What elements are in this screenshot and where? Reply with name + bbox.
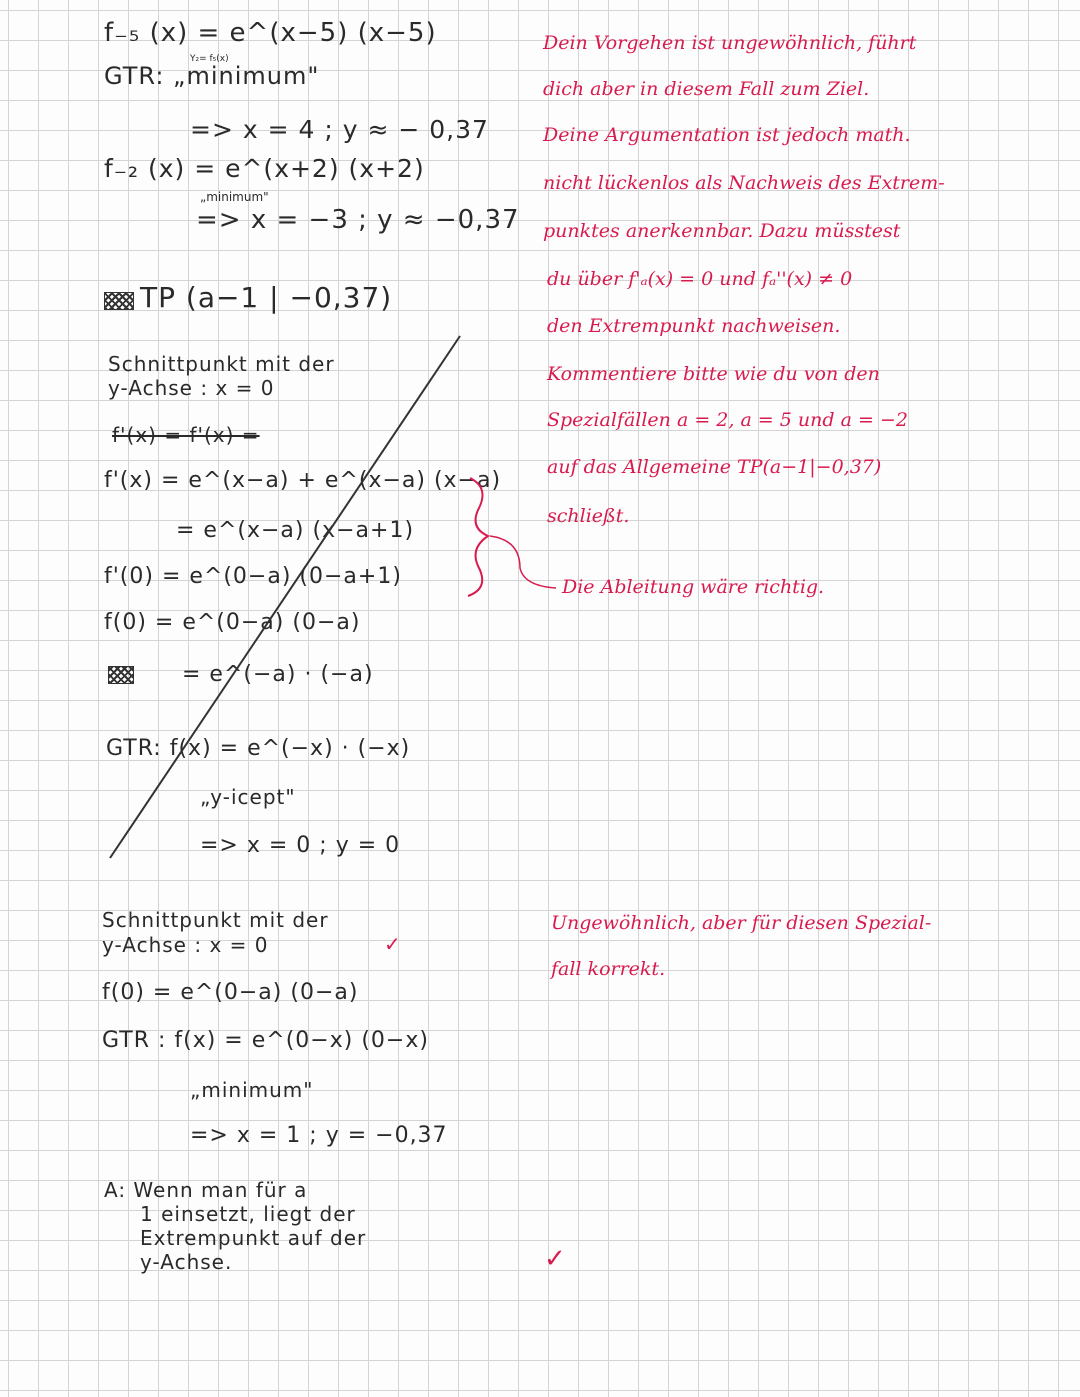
answer-line-3: Extrempunkt auf der	[140, 1226, 367, 1250]
comment1-line-1: Dein Vorgehen ist ungewöhnlich, führt	[543, 32, 917, 54]
comment1-line-7: den Extrempunkt nachweisen.	[547, 315, 841, 337]
line-minimum-2: „minimum"	[200, 190, 269, 204]
comment3-line-2: fall korrekt.	[551, 958, 666, 980]
checkmark-answer: ✓	[544, 1244, 566, 1274]
derivative-line-5: = e^(−a) · (−a)	[182, 662, 374, 687]
struck-derivative: f'(x) = f'(x) =	[112, 423, 260, 447]
derivative-line-2: = e^(x−a) (x−a+1)	[176, 518, 415, 543]
derivative-line-4: f(0) = e^(0−a) (0−a)	[104, 610, 361, 635]
section2-result: => x = 1 ; y = −0,37	[190, 1123, 448, 1148]
gtr-line-1: GTR: f(x) = e^(−x) · (−x)	[106, 736, 411, 761]
section2-gtr: GTR : f(x) = e^(0−x) (0−x)	[102, 1028, 429, 1053]
section2-minimum: „minimum"	[190, 1078, 314, 1102]
y-icept-line: „y-icept"	[200, 785, 296, 809]
derivative-line-3: f'(0) = e^(0−a) (0−a+1)	[104, 564, 402, 589]
result-line-3: => x = 0 ; y = 0	[200, 833, 401, 858]
section1-y-axis: y-Achse : x = 0	[108, 376, 275, 400]
line-result-1: => x = 4 ; y ≈ − 0,37	[190, 115, 489, 144]
correction-bracket	[468, 478, 488, 596]
comment1-line-5: punktes anerkennbar. Dazu müsstest	[543, 220, 901, 242]
line-tp-general: TP (a−1 | −0,37)	[140, 281, 393, 314]
line-f-minus5-superscript: Y₂= f₅(x)	[190, 54, 229, 64]
section2-f0: f(0) = e^(0−a) (0−a)	[102, 980, 359, 1005]
derivative-line-1: f'(x) = e^(x−a) + e^(x−a) (x−a)	[104, 468, 502, 493]
line-gtr-minimum-1: GTR: „minimum"	[104, 62, 320, 90]
comment1-line-8: Kommentiere bitte wie du von den	[547, 363, 880, 385]
comment1-line-9: Spezialfällen a = 2, a = 5 und a = −2	[547, 409, 908, 431]
comment1-line-11: schließt.	[547, 505, 630, 527]
strike-diagonal	[110, 336, 460, 858]
comment1-line-6: du über f'ₐ(x) = 0 und fₐ''(x) ≠ 0	[547, 268, 853, 290]
line-result-2: => x = −3 ; y ≈ −0,37	[196, 205, 520, 235]
answer-line-1: A: Wenn man für a	[104, 1178, 308, 1202]
section2-title: Schnittpunkt mit der	[102, 908, 329, 932]
comment1-line-3: Deine Argumentation ist jedoch math.	[543, 124, 911, 146]
answer-line-4: y-Achse.	[140, 1250, 233, 1274]
comment1-line-4: nicht lückenlos als Nachweis des Extrem-	[543, 172, 945, 194]
comment-derivative: Die Ableitung wäre richtig.	[562, 576, 825, 598]
checkmark-section2: ✓	[384, 932, 401, 956]
comment1-line-2: dich aber in diesem Fall zum Ziel.	[543, 78, 870, 100]
section2-y-axis: y-Achse : x = 0	[102, 933, 269, 957]
comment1-line-10: auf das Allgemeine TP(a−1|−0,37)	[547, 456, 882, 478]
answer-line-2: 1 einsetzt, liegt der	[140, 1202, 356, 1226]
comment3-line-1: Ungewöhnlich, aber für diesen Spezial-	[551, 912, 932, 934]
correction-arrow	[490, 536, 556, 588]
line-f-minus5: f₋₅ (x) = e^(x−5) (x−5)	[104, 18, 437, 48]
section1-title: Schnittpunkt mit der	[108, 352, 335, 376]
line-f-minus2: f₋₂ (x) = e^(x+2) (x+2)	[104, 154, 425, 183]
